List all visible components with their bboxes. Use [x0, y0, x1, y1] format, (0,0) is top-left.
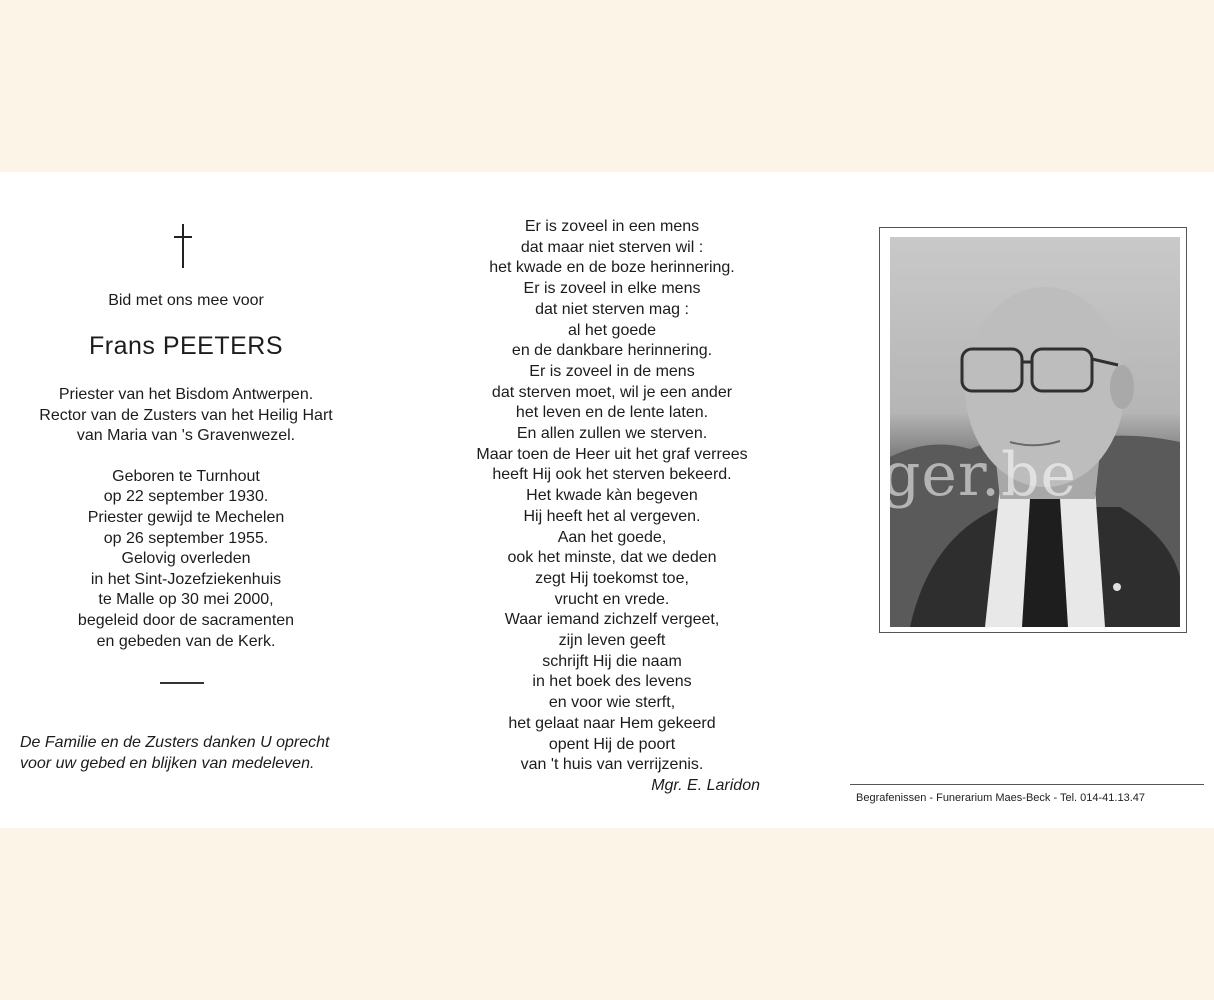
bio-line: in het Sint-Jozefziekenhuis: [90, 570, 282, 588]
poem-line: het gelaat naar Hem gekeerd: [508, 714, 716, 732]
poem-line: al het goede: [567, 321, 657, 339]
bio-line: te Malle op 30 mei 2000,: [98, 591, 274, 609]
poem-line: Hij heeft het al vergeven.: [523, 507, 701, 525]
poem-line: Waar iemand zichzelf vergeet,: [504, 611, 720, 629]
deceased-name: Frans PEETERS: [88, 332, 284, 360]
bio-line: van Maria van 's Gravenwezel.: [76, 427, 296, 445]
poem-line: Aan het goede,: [557, 528, 667, 546]
biography: [0, 385, 372, 652]
bio-line: Gelovig overleden: [121, 550, 251, 568]
bio-line: Priester van het Bisdom Antwerpen.: [58, 386, 314, 403]
bio-line: Priester gewijd te Mechelen: [87, 508, 285, 526]
poem-line: Het kwade kàn begeven: [526, 487, 698, 505]
divider: [160, 682, 204, 684]
poem-line: vrucht en vrede.: [554, 590, 670, 608]
poem-line: ook het minste, dat we deden: [507, 549, 717, 567]
poem-line: en voor wie sterft,: [548, 694, 676, 712]
bio-line: op 22 september 1930.: [103, 488, 269, 506]
bio-line: Rector van de Zusters van het Heilig Hart: [39, 406, 333, 424]
portrait-photo: [890, 237, 1180, 627]
poem-line: Er is zoveel in elke mens: [523, 280, 701, 298]
thanks-text: [20, 733, 380, 774]
intro-text: Bid met ons mee voor: [108, 292, 264, 309]
portrait-frame: [879, 227, 1187, 633]
poem-line: dat maar niet sterven wil :: [520, 238, 704, 256]
poem-line: Er is zoveel in een mens: [524, 218, 700, 235]
poem-line: zegt Hij toekomst toe,: [535, 569, 689, 587]
funeral-home-credit: Begrafenissen - Funerarium Maes-Beck - Tel. 014-41.13.47: [856, 792, 1145, 804]
poem-line: Maar toen de Heer uit het graf verrees: [476, 445, 748, 463]
footer-divider: [850, 784, 1204, 785]
poem-line: het kwade en de boze herinnering.: [489, 259, 735, 277]
poem-line: heeft Hij ook het sterven bekeerd.: [492, 466, 732, 484]
poem-line: van 't huis van verrijzenis.: [520, 756, 704, 774]
poem-line: En allen zullen we sterven.: [516, 425, 708, 443]
poem-line: dat niet sterven mag :: [535, 300, 689, 318]
poem-line: opent Hij de poort: [548, 735, 676, 753]
cross-icon: [172, 224, 194, 268]
bio-line: Geboren te Turnhout: [112, 467, 260, 485]
poem-line: dat sterven moet, wil je een ander: [491, 383, 733, 401]
thanks-line: De Familie en de Zusters danken U oprecht: [20, 734, 330, 751]
bio-line: begeleid door de sacramenten: [77, 611, 295, 629]
poem: [452, 217, 772, 776]
poem-line: en de dankbare herinnering.: [511, 342, 713, 360]
watermark-text: ger.be: [882, 440, 1077, 510]
left-column: [0, 172, 370, 828]
poem-line: het leven en de lente laten.: [515, 404, 709, 422]
poem-line: schrijft Hij die naam: [542, 652, 682, 670]
poem-line: in het boek des levens: [532, 673, 692, 691]
poem-author: Mgr. E. Laridon: [651, 777, 760, 794]
bio-line: en gebeden van de Kerk.: [96, 632, 276, 650]
poem-line: zijn leven geeft: [558, 632, 666, 650]
bio-line: op 26 september 1955.: [103, 529, 269, 547]
memorial-card: [0, 172, 1214, 828]
thanks-line: voor uw gebed en blijken van medeleven.: [20, 754, 315, 772]
poem-line: Er is zoveel in de mens: [529, 362, 695, 380]
